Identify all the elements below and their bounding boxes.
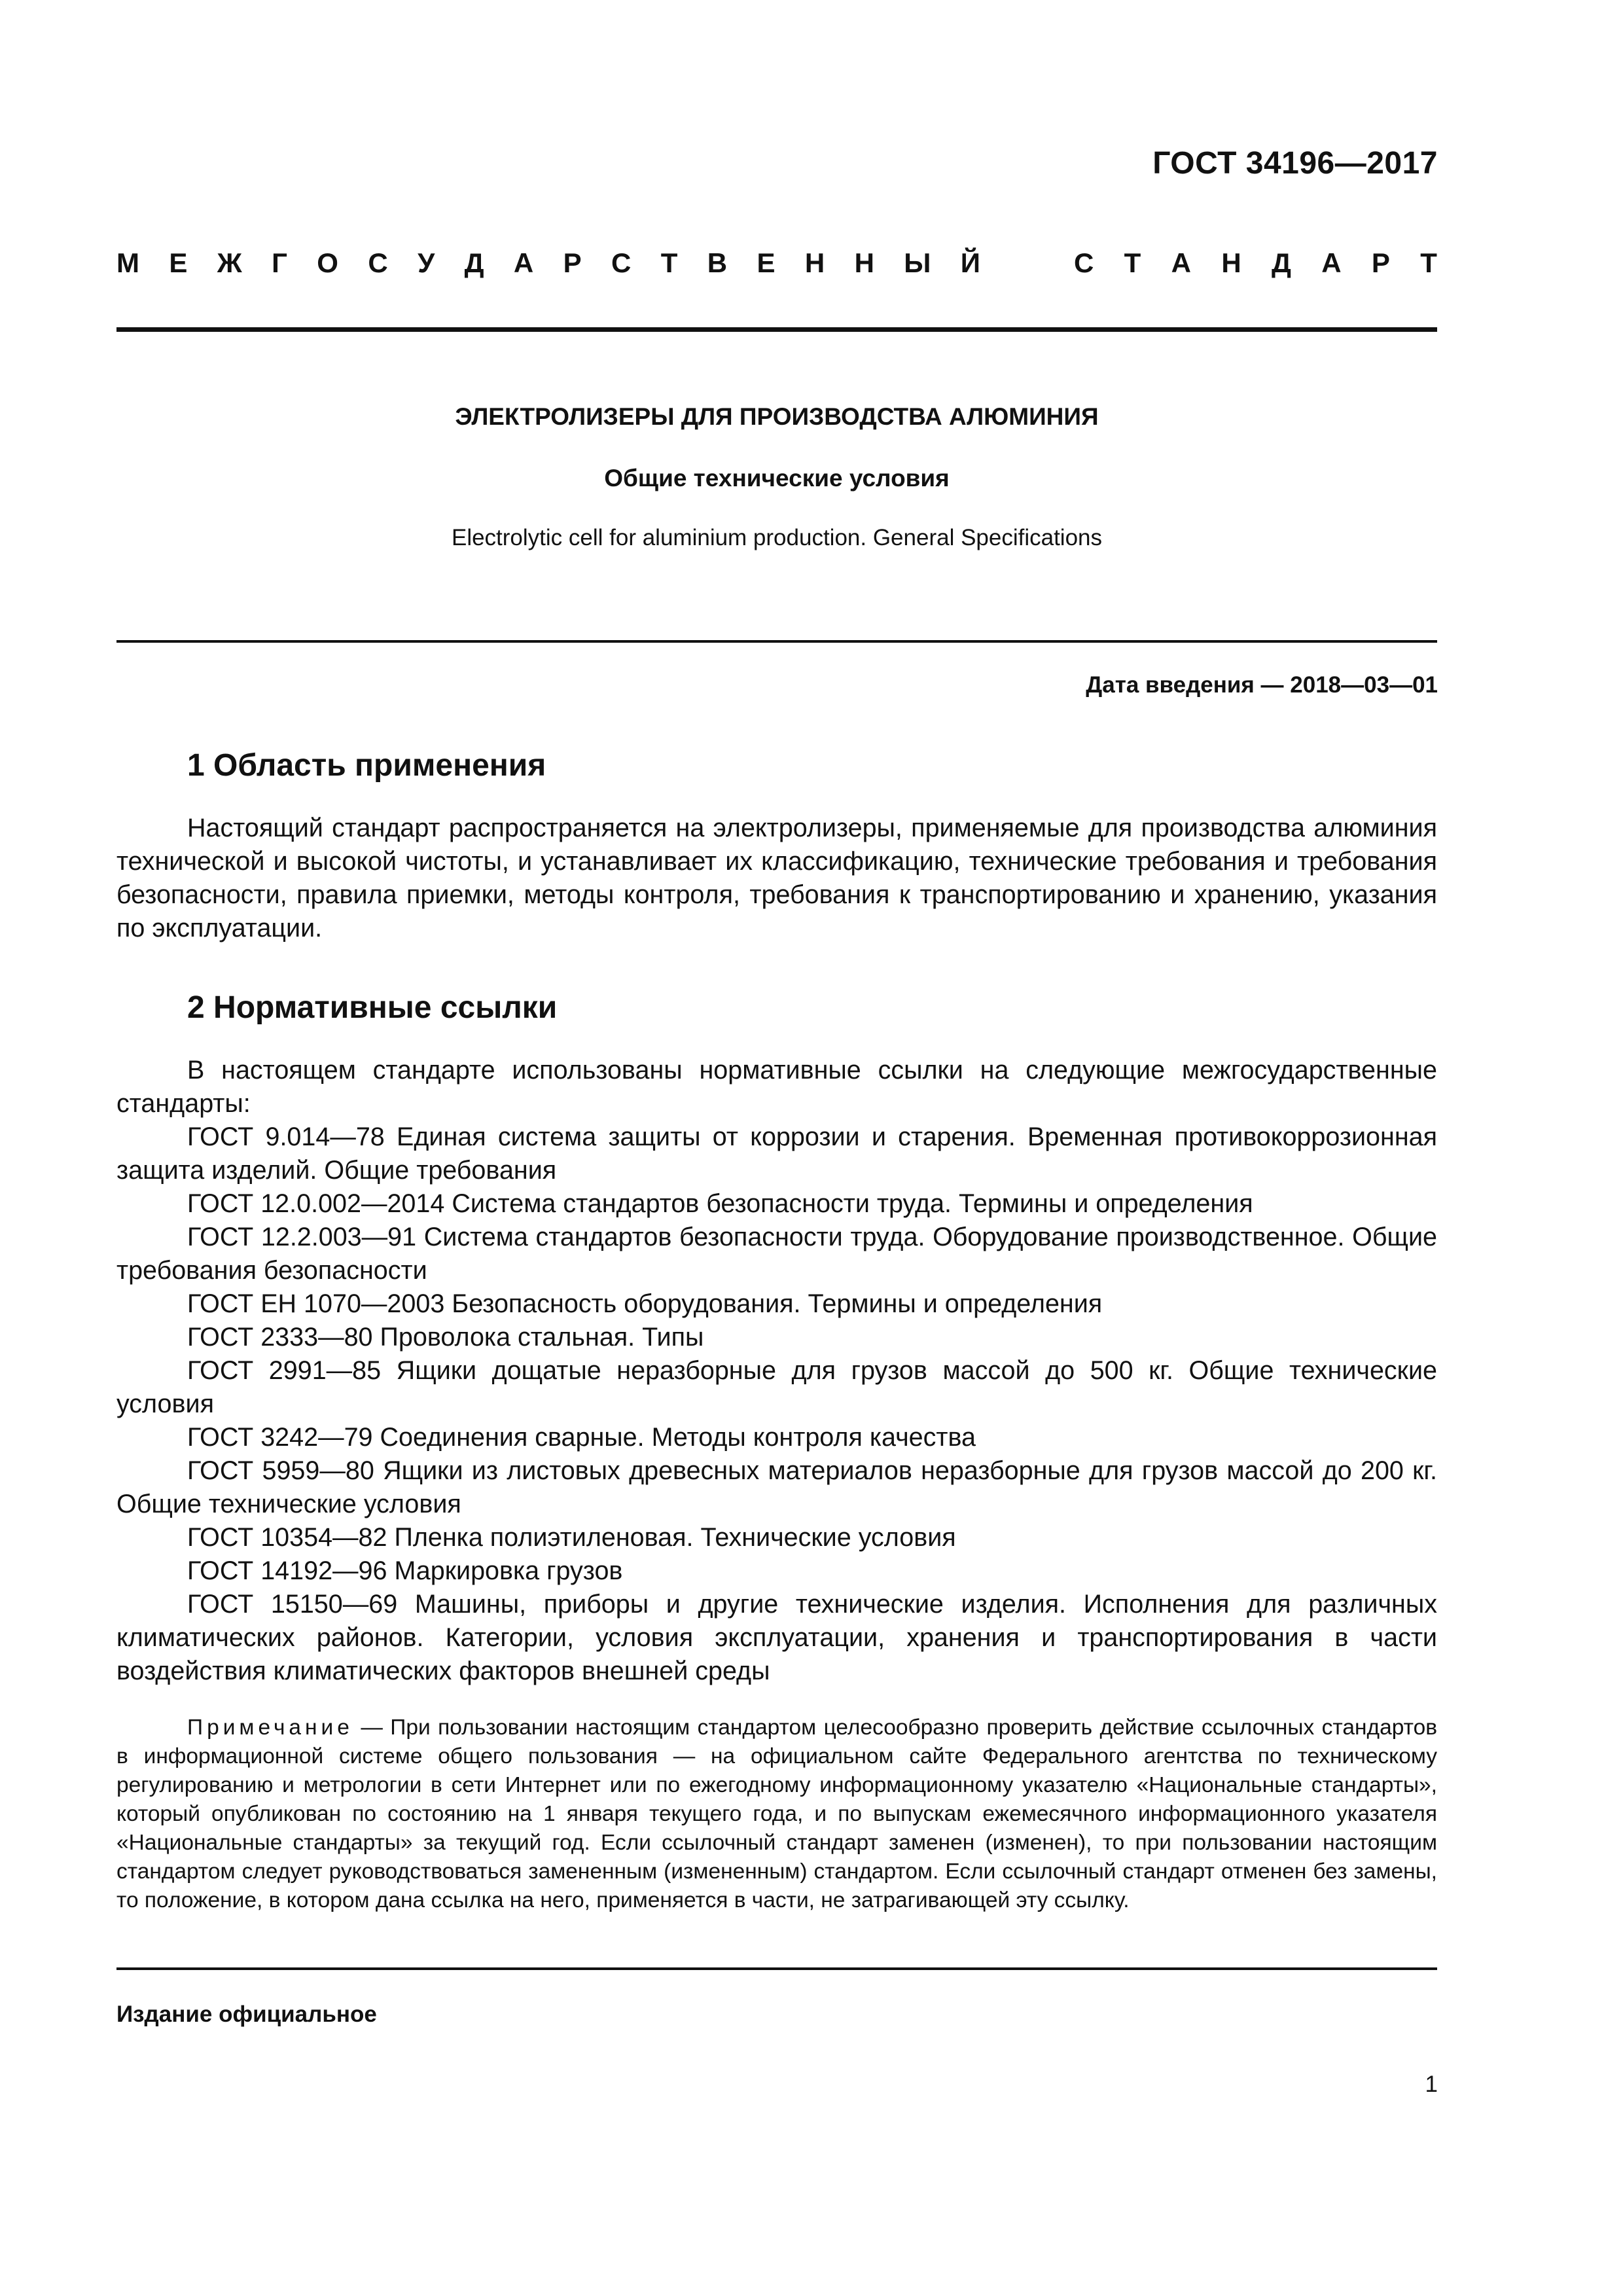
letter: А <box>1321 247 1342 278</box>
letter: Е <box>169 247 188 278</box>
interstate-word <box>116 247 980 279</box>
section-2-intro: В настоящем стандарте использованы нормативные ссылки на следующие межгосударственные стандарты: <box>116 1056 1437 1118</box>
letter: М <box>116 247 139 278</box>
letter: В <box>707 247 728 278</box>
reference-item: ГОСТ 14192—96 Маркировка грузов <box>187 1556 623 1585</box>
document-title: ЭЛЕКТРОЛИЗЕРЫ ДЛЯ ПРОИЗВОДСТВА АЛЮМИНИЯ <box>455 403 1099 430</box>
standard-word <box>1074 247 1437 279</box>
reference-item: ГОСТ 2991—85 Ящики дощатые неразборные для грузов массой до 500 кг. Общие технические условия <box>116 1356 1437 1418</box>
letter: Н <box>854 247 874 278</box>
reference-item: ГОСТ 12.2.003—91 Система стандартов безопасности труда. Оборудование производственное. Общие требования безопасности <box>116 1223 1437 1285</box>
letter: С <box>611 247 632 278</box>
reference-item: ГОСТ 3242—79 Соединения сварные. Методы контроля качества <box>187 1423 976 1452</box>
introduction-date: Дата введения — 2018—03—01 <box>1086 672 1438 698</box>
letter: С <box>368 247 388 278</box>
header-divider <box>116 327 1437 332</box>
section-2-heading: 2 Нормативные ссылки <box>187 990 558 1025</box>
note-label: Примечание <box>187 1715 353 1740</box>
note <box>116 1713 1437 1915</box>
letter: Е <box>757 247 776 278</box>
letter: Т <box>660 247 678 278</box>
official-edition-label: Издание официальное <box>116 2001 377 2027</box>
reference-item: ГОСТ 5959—80 Ящики из листовых древесных материалов неразборные для грузов массой до 200 кг. Общие технические условия <box>116 1456 1437 1518</box>
section-1-heading: 1 Область применения <box>187 748 546 783</box>
letter: Р <box>563 247 582 278</box>
reference-item: ГОСТ 9.014—78 Единая система защиты от коррозии и старения. Временная противокоррозионная защита изделий. Общие требования <box>116 1122 1437 1185</box>
letter: Т <box>1124 247 1141 278</box>
page-number: 1 <box>1425 2072 1438 2097</box>
title-divider <box>116 640 1437 643</box>
section-1-paragraph: Настоящий стандарт распространяется на электролизеры, применяемые для производства алюминия технической и высокой чистоты, и устанавливает их классификацию, технические требования и требования безопасности, правила приемки, методы контроля, требования к транспортированию и хранению, указания по эксплуатации. <box>116 814 1437 942</box>
document-subtitle: Общие технические условия <box>604 465 950 492</box>
note-text: — При пользовании настоящим стандартом целесообразно проверить действие ссылочных стандартов в информационной системе общего пользования — на официальном сайте Федерального агентства по техническому регулированию и метрологии в сети Интернет или по ежегодному информационному указателю «Национальные стандарты», который опубликован по состоянию на 1 января текущего года, и по выпускам ежемесячного информационного указателя «Национальные стандарты» за текущий год. Если ссылочный стандарт заменен (изменен), то при пользовании настоящим стандартом следует руководствоваться замененным (измененным) стандартом. Если ссылочный стандарт отменен без замены, то положение, в котором дана ссылка на него, применяется в части, не затрагивающей эту ссылку. <box>116 1715 1437 1912</box>
letter: Д <box>464 247 484 278</box>
letter: А <box>513 247 534 278</box>
section-2-body <box>116 1054 1437 1688</box>
reference-item: ГОСТ 15150—69 Машины, приборы и другие технические изделия. Исполнения для различных климатических районов. Категории, условия эксплуатации, хранения и транспортирования в части воздействия климатических факторов внешней среды <box>116 1590 1437 1685</box>
letter: Н <box>804 247 825 278</box>
letter: Ы <box>904 247 931 278</box>
letter: Р <box>1371 247 1390 278</box>
english-title: Electrolytic cell for aluminium production. General Specifications <box>451 525 1103 550</box>
letter: А <box>1171 247 1191 278</box>
letter: Н <box>1221 247 1241 278</box>
letter: У <box>418 247 435 278</box>
footer-divider <box>116 1967 1437 1970</box>
letter: Ж <box>217 247 242 278</box>
letter: Й <box>960 247 980 278</box>
interstate-standard-label <box>116 247 1437 279</box>
reference-item: ГОСТ 2333—80 Проволока стальная. Типы <box>187 1323 704 1352</box>
reference-item: ГОСТ 10354—82 Пленка полиэтиленовая. Технические условия <box>187 1523 956 1552</box>
letter: С <box>1074 247 1094 278</box>
standard-code: ГОСТ 34196—2017 <box>1152 146 1438 181</box>
letter: Т <box>1420 247 1437 278</box>
reference-item: ГОСТ 12.0.002—2014 Система стандартов безопасности труда. Термины и определения <box>187 1189 1253 1218</box>
reference-item: ГОСТ ЕН 1070—2003 Безопасность оборудования. Термины и определения <box>187 1289 1103 1318</box>
section-1-body <box>116 812 1437 945</box>
letter: Г <box>272 247 287 278</box>
letter: О <box>317 247 338 278</box>
letter: Д <box>1272 247 1291 278</box>
